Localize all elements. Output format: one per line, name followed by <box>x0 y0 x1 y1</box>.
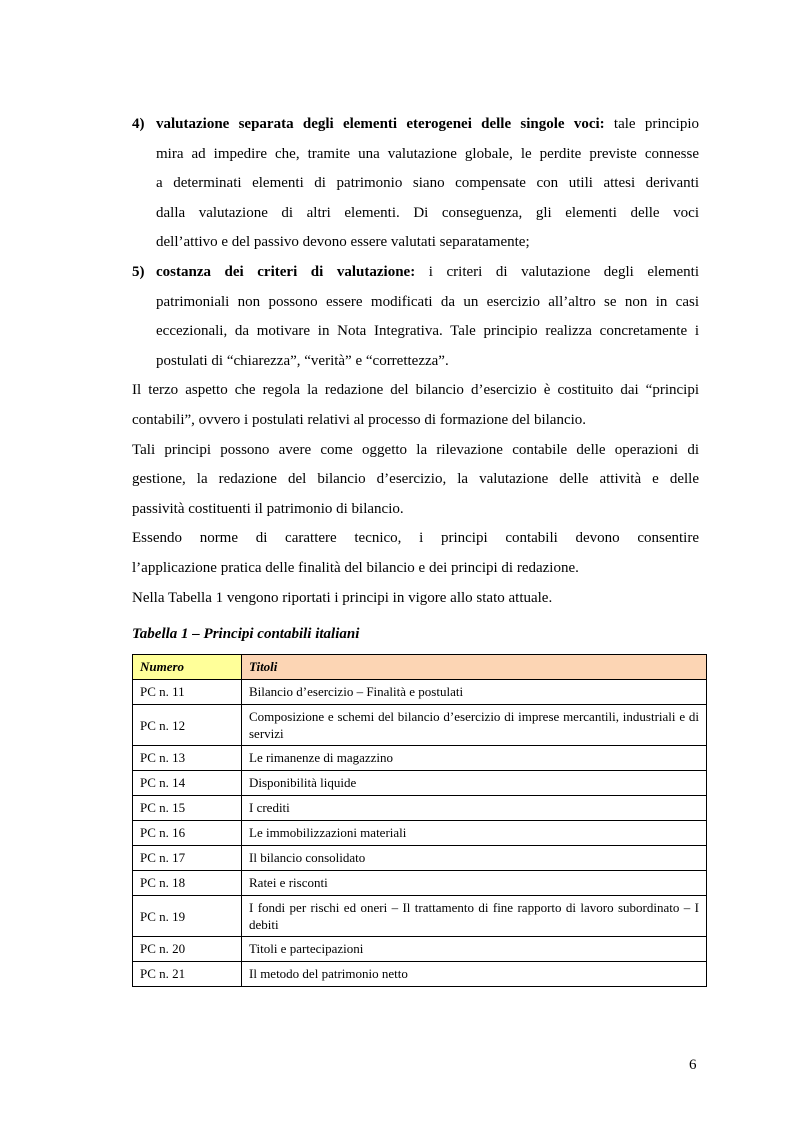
page-number: 6 <box>689 1057 697 1073</box>
text-line: mira ad impedire che, tramite una valutazione globale, le perdite previste connesse <box>156 145 699 162</box>
table-row <box>133 821 707 846</box>
list-item-term: valutazione separata degli elementi eterogenei delle singole voci: <box>156 116 605 132</box>
cell-titolo: Bilancio d’esercizio – Finalità e postulati <box>242 680 707 705</box>
cell-titolo: Le immobilizzazioni materiali <box>242 821 707 846</box>
cell-titolo: Composizione e schemi del bilancio d’esercizio di imprese mercantili, industriali e di servizi <box>242 705 707 746</box>
list-item-number: 5) <box>132 263 145 280</box>
text-line: postulati di “chiarezza”, “verità” e “correttezza”. <box>156 352 449 369</box>
text-line: a determinati elementi di patrimonio siano compensate con utili attesi derivanti <box>156 175 699 192</box>
cell-titolo: I crediti <box>242 796 707 821</box>
list-item-5-line-1 <box>132 258 699 288</box>
paragraph-2-line-2: gestione, la redazione del bilancio d’esercizio, la valutazione delle attività e delle <box>132 471 699 488</box>
table-row <box>133 796 707 821</box>
table-row <box>133 896 707 937</box>
text-line: eccezionali, da motivare in Nota Integrativa. Tale principio realizza concretamente i <box>156 323 699 340</box>
header-titoli: Titoli <box>242 655 707 680</box>
cell-titolo: Il metodo del patrimonio netto <box>242 962 707 987</box>
list-item-number: 4) <box>132 116 145 132</box>
table-row <box>133 746 707 771</box>
table-row <box>133 705 707 746</box>
body-text <box>132 110 699 613</box>
cell-numero: PC n. 19 <box>133 896 242 937</box>
table-row <box>133 962 707 987</box>
cell-numero: PC n. 14 <box>133 771 242 796</box>
cell-titolo: Disponibilità liquide <box>242 771 707 796</box>
cell-numero: PC n. 21 <box>133 962 242 987</box>
cell-numero: PC n. 17 <box>133 846 242 871</box>
principles-table <box>132 654 707 987</box>
paragraph-2-line-3: passività costituenti il patrimonio di bilancio. <box>132 500 404 517</box>
text-line: i criteri di valutazione degli elementi <box>415 263 699 280</box>
table-row <box>133 846 707 871</box>
cell-numero: PC n. 12 <box>133 705 242 746</box>
cell-titolo: Ratei e risconti <box>242 871 707 896</box>
cell-numero: PC n. 15 <box>133 796 242 821</box>
list-item-4-line-1 <box>132 110 699 140</box>
table-row <box>133 680 707 705</box>
cell-numero: PC n. 16 <box>133 821 242 846</box>
list-item-term: costanza dei criteri di valutazione: <box>156 263 416 280</box>
paragraph-4-line-1: Nella Tabella 1 vengono riportati i principi in vigore allo stato attuale. <box>132 589 553 606</box>
cell-numero: PC n. 18 <box>133 871 242 896</box>
cell-titolo: Il bilancio consolidato <box>242 846 707 871</box>
header-numero: Numero <box>133 655 242 680</box>
cell-numero: PC n. 11 <box>133 680 242 705</box>
table-row <box>133 937 707 962</box>
table-row <box>133 871 707 896</box>
cell-titolo: I fondi per rischi ed oneri – Il trattamento di fine rapporto di lavoro subordinato – I debiti <box>242 896 707 937</box>
table-row <box>133 771 707 796</box>
paragraph-3-line-1: Essendo norme di carattere tecnico, i principi contabili devono consentire <box>132 530 699 547</box>
text-line: dell’attivo e del passivo devono essere valutati separatamente; <box>156 234 530 251</box>
text-line: dalla valutazione di altri elementi. Di conseguenza, gli elementi delle voci <box>156 204 699 221</box>
paragraph-2-line-1: Tali principi possono avere come oggetto la rilevazione contabile delle operazioni di <box>132 441 699 458</box>
cell-titolo: Le rimanenze di magazzino <box>242 746 707 771</box>
cell-numero: PC n. 20 <box>133 937 242 962</box>
paragraph-1-line-1: Il terzo aspetto che regola la redazione del bilancio d’esercizio è costituito dai “principi <box>132 382 699 399</box>
text-line: tale principio <box>604 116 699 132</box>
paragraph-3-line-2: l’applicazione pratica delle finalità del bilancio e dei principi di redazione. <box>132 559 579 576</box>
cell-numero: PC n. 13 <box>133 746 242 771</box>
cell-titolo: Titoli e partecipazioni <box>242 937 707 962</box>
table-header-row <box>133 655 707 680</box>
paragraph-1-line-2: contabili”, ovvero i postulati relativi al processo di formazione del bilancio. <box>132 411 587 428</box>
text-line: patrimoniali non possono essere modificati da un esercizio all’altro se non in casi <box>156 293 699 310</box>
table-caption: Tabella 1 – Principi contabili italiani <box>132 626 360 642</box>
